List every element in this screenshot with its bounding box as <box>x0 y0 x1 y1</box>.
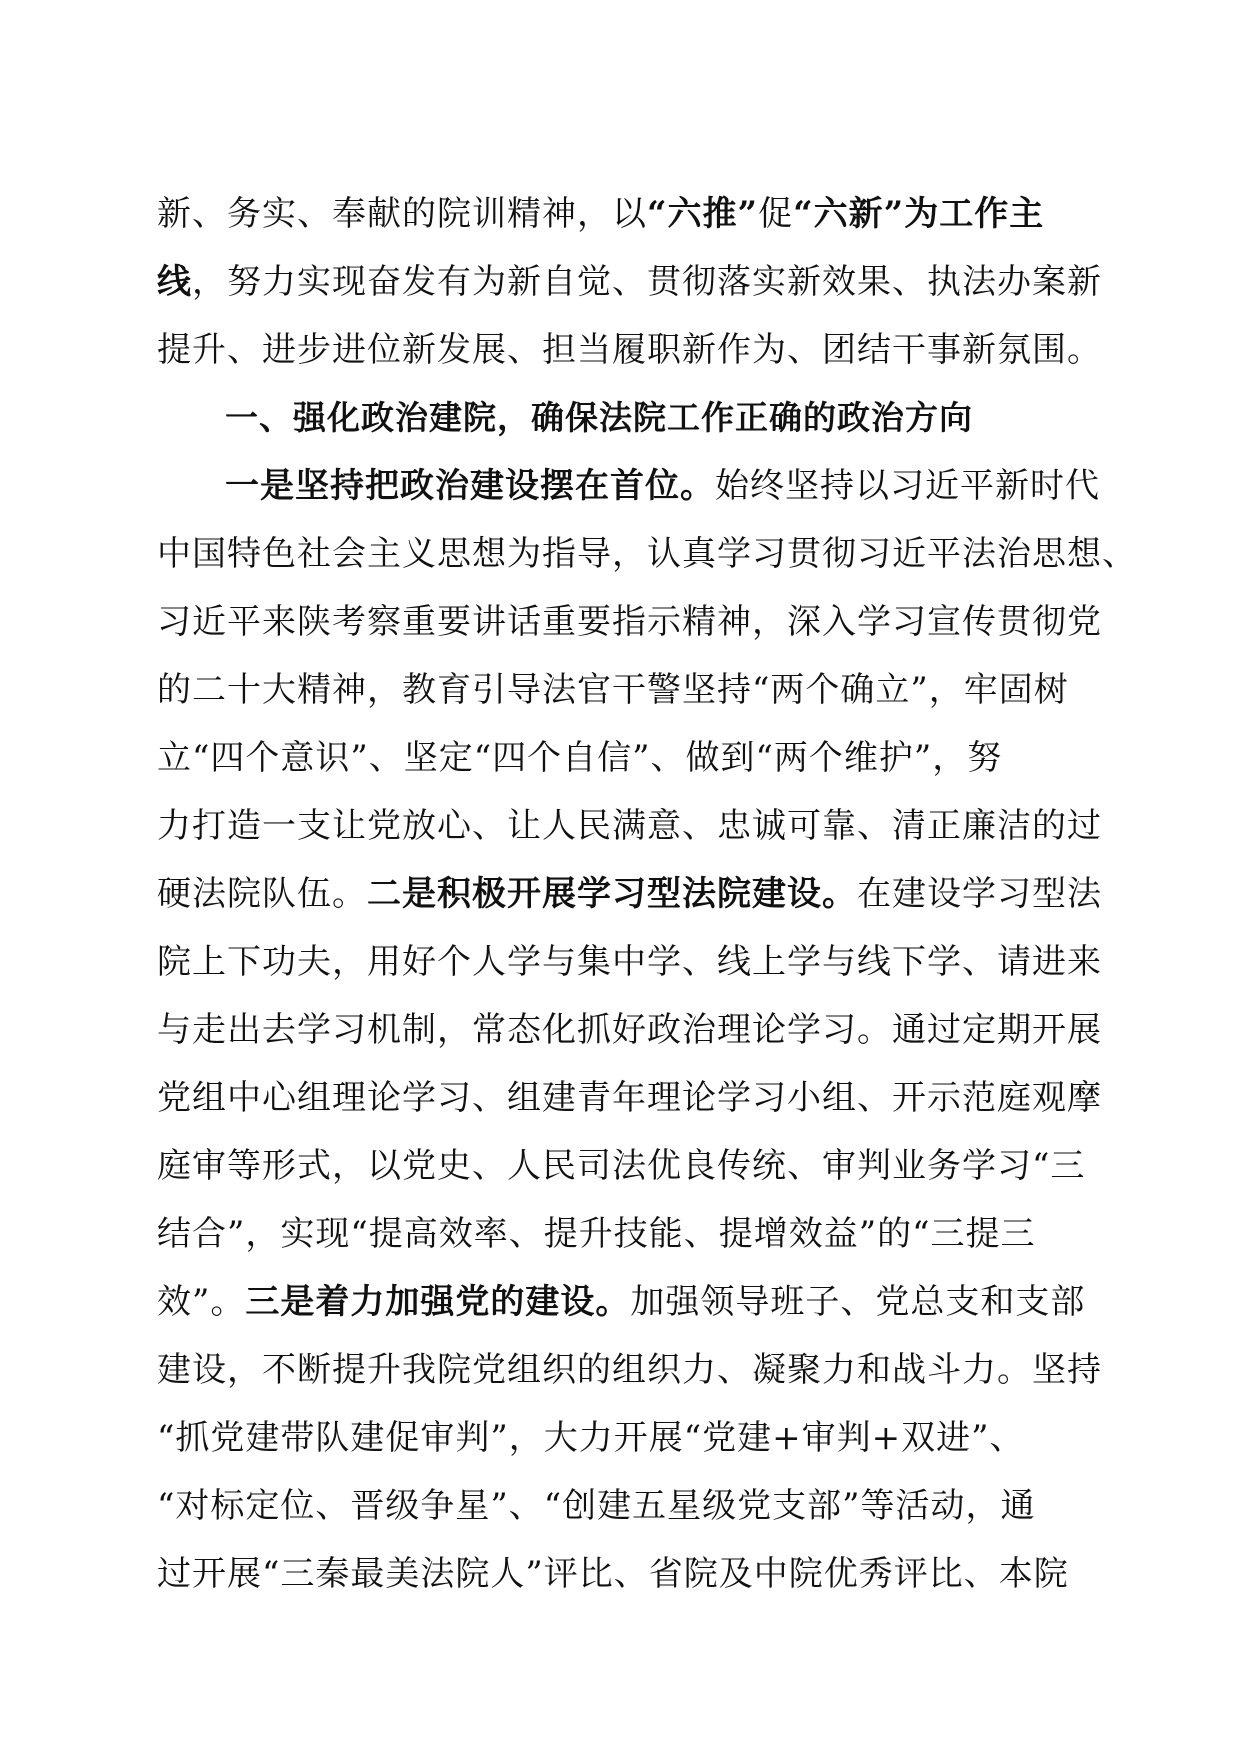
text-segment: 与走出去学习机制，常态化抓好政治理论学习。通过定期开展 <box>157 1010 1102 1050</box>
paragraph-line <box>157 1200 1087 1268</box>
paragraph-line <box>157 1540 1087 1608</box>
paragraph-line <box>157 996 1102 1064</box>
text-segment: 过开展“三秦最美法院人”评比、省院及中院优秀评比、本院 <box>157 1554 1069 1594</box>
paragraph-line <box>157 1472 1087 1540</box>
bold-text-segment: 二是积极开展学习型法院建设。 <box>367 874 857 914</box>
paragraph-line <box>157 656 1087 724</box>
text-segment: ，努力实现奋发有为新自觉、贯彻落实新效果、执法办案新 <box>192 262 1102 302</box>
text-segment: 促 <box>758 194 794 234</box>
paragraph-line <box>157 316 1102 384</box>
bold-text-segment: “六推” <box>647 194 759 234</box>
text-segment: 效”。 <box>157 1282 246 1322</box>
section-heading <box>157 384 1087 452</box>
paragraph-line <box>157 180 1087 248</box>
text-segment: “对标定位、晋级争星”、“创建五星级党支部”等活动，通 <box>157 1486 1036 1526</box>
text-segment: “抓党建带队建促审判”，大力开展“党建+审判+双进”、 <box>157 1418 1025 1458</box>
paragraph-line <box>157 1064 1102 1132</box>
text-segment: 习近平来陕考察重要讲话重要指示精神，深入学习宣传贯彻党 <box>157 602 1102 642</box>
bold-text-segment: 三是着力加强党的建设。 <box>245 1282 631 1322</box>
paragraph-line <box>157 860 1102 928</box>
paragraph-line <box>157 248 1102 316</box>
text-segment: 中国特色社会主义思想为指导，认真学习贯彻习近平法治思想、 <box>157 534 1137 574</box>
text-segment: 加强领导班子、党总支和支部 <box>630 1282 1086 1322</box>
text-segment: 力打造一支让党放心、让人民满意、忠诚可靠、清正廉洁的过 <box>157 806 1102 846</box>
paragraph-line <box>157 520 1137 588</box>
paragraph-line <box>157 588 1102 656</box>
bold-text-segment: 一是坚持把政治建设摆在首位。 <box>225 466 715 506</box>
text-segment: 提升、进步进位新发展、担当履职新作为、团结干事新氛围。 <box>157 330 1102 370</box>
text-segment: 的二十大精神，教育引导法官干警坚持“两个确立”，牢固树 <box>157 670 1069 710</box>
text-segment: 立“四个意识”、坚定“四个自信”、做到“两个维护”，努 <box>157 738 1003 778</box>
paragraph-line <box>157 1268 1087 1336</box>
text-segment: 党组中心组理论学习、组建青年理论学习小组、开示范庭观摩 <box>157 1078 1102 1118</box>
paragraph-line <box>157 724 1087 792</box>
text-segment: 院上下功夫，用好个人学与集中学、线上学与线下学、请进来 <box>157 942 1102 982</box>
paragraph-line <box>157 452 1100 520</box>
text-segment: 新、务实、奉献的院训精神，以 <box>157 194 647 234</box>
text-segment: 硬法院队伍。 <box>157 874 367 914</box>
text-segment: 庭审等形式，以党史、人民司法优良传统、审判业务学习“三 <box>157 1146 1086 1186</box>
document-body <box>157 180 1137 1608</box>
paragraph-line <box>157 928 1102 996</box>
paragraph-line <box>157 1336 1102 1404</box>
bold-text-segment: “六新”为工作主 <box>793 194 1045 234</box>
paragraph-line <box>157 1132 1087 1200</box>
paragraph-line <box>157 1404 1087 1472</box>
text-segment: 始终坚持以习近平新时代 <box>715 466 1100 506</box>
paragraph-line <box>157 792 1102 860</box>
text-segment: 在建设学习型法 <box>857 874 1102 914</box>
text-segment: 一、强化政治建院，确保法院工作正确的政治方向 <box>225 398 973 437</box>
text-segment: 建设，不断提升我院党组织的组织力、凝聚力和战斗力。坚持 <box>157 1350 1102 1390</box>
bold-text-segment: 线 <box>157 262 192 302</box>
text-segment: 结合”，实现“提高效率、提升技能、提增效益”的“三提三 <box>157 1214 1036 1254</box>
